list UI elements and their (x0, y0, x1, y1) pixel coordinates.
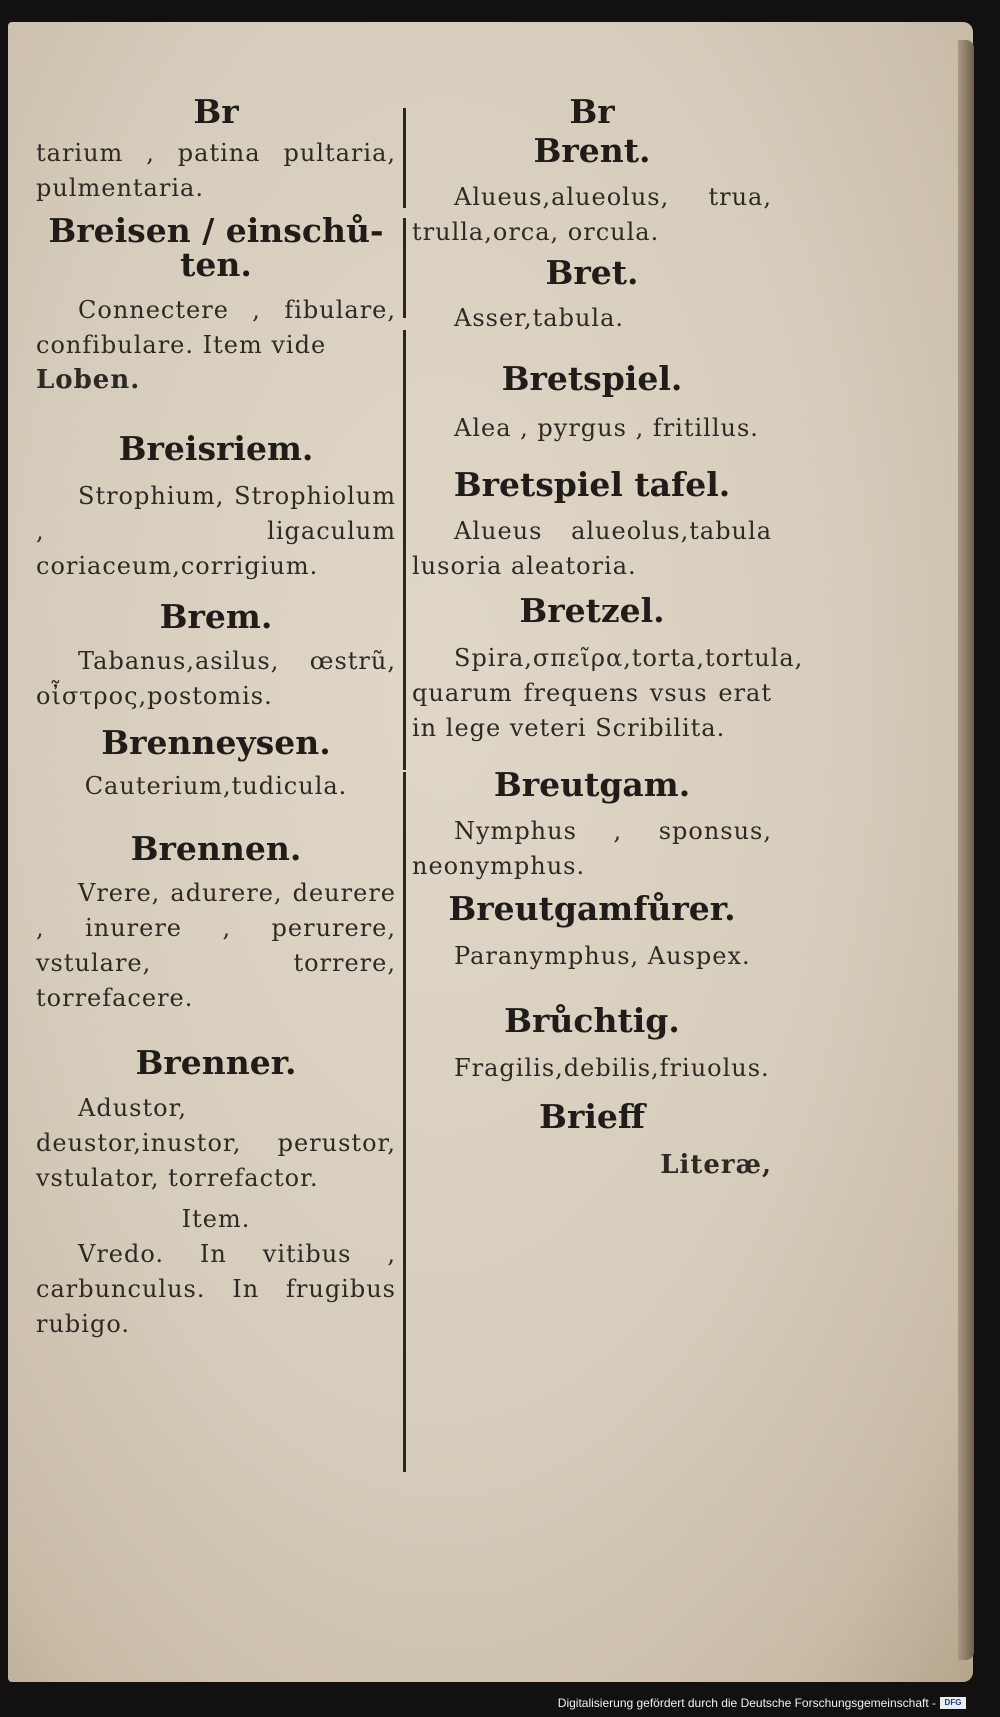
entry-headword: Brenneysen. (101, 723, 331, 763)
entry-text: Paranymphus, Auspex. (454, 942, 751, 971)
entry-text: Connectere , fibulare, confibulare. Item vide (36, 295, 396, 359)
entry-text: Alueus,alueolus, trua, trulla,orca, orcula. (412, 183, 772, 247)
running-head: Br (193, 92, 239, 131)
column-rule (403, 772, 406, 1472)
left-column (36, 92, 396, 1342)
entry-text: Vredo. In vitibus , carbunculus. In frugibus rubigo. (36, 1240, 396, 1339)
entry-headword: Brennen. (130, 828, 302, 868)
column-rule (403, 330, 406, 770)
catchword: Literæ, (660, 1150, 772, 1181)
page-edge (958, 40, 974, 1660)
entry-headword: Bret. (545, 253, 639, 293)
entry-text: Alea , pyrgus , fritillus. (454, 413, 759, 442)
dfg-logo-icon: DFG (940, 1697, 966, 1709)
entry-headword: Breisen / einschů- ten. (48, 210, 384, 285)
digitization-credit (558, 1694, 966, 1712)
entry-text: Strophium, Strophiolum , ligaculum coriaceum,corrigium. (36, 481, 396, 580)
entry-text: Fragilis,debilis,friuolus. (454, 1053, 770, 1082)
entry-text: Tabanus,asilus, œstrũ, οἶστρος,postomis. (36, 647, 396, 711)
column-rule (403, 218, 406, 318)
entry-text: Vrere, adurere, deurere , inurere , perurere, vstulare, torrere, torrefacere. (36, 879, 396, 1013)
entry-text: Adustor, deustor,inustor, perustor, vstulator, torrefactor. (36, 1094, 396, 1193)
running-head: Br (569, 92, 615, 131)
entry-headword: Breutgam. (493, 764, 691, 804)
entry-text: Item. (181, 1205, 251, 1234)
right-column (412, 92, 804, 1183)
cross-reference: Loben. (36, 364, 141, 395)
credit-text: Digitalisierung gefördert durch die Deutsche Forschungsgemeinschaft - (557, 1696, 936, 1710)
entry-headword: Brent. (533, 130, 651, 170)
entry-text: Nymphus , sponsus, neonymphus. (412, 817, 772, 881)
entry-headword: Bretspiel tafel. (453, 464, 731, 504)
entry-headword: Breisriem. (118, 428, 314, 468)
entry-text: Cauterium,tudicula. (84, 771, 348, 800)
entry-headword: Bretzel. (519, 591, 665, 631)
column-rule (403, 108, 406, 208)
entry-text: Asser,tabula. (454, 303, 625, 332)
entry-text: Alueus alueolus,tabula lusoria aleatoria. (412, 517, 772, 581)
entry-headword: Brenner. (135, 1043, 297, 1083)
entry-text: tarium , patina pultaria, pulmentaria. (36, 138, 396, 202)
entry-text: Spira,σπεῖρα,torta,tortula, quarum frequens vsus erat in lege veteri Scribilita. (412, 643, 804, 742)
entry-headword: Brem. (159, 596, 273, 636)
entry-headword: Brůchtig. (504, 1001, 680, 1041)
entry-headword: Brieff (539, 1096, 645, 1136)
entry-headword: Bretspiel. (501, 358, 683, 398)
entry-headword: Breutgamfůrer. (448, 889, 736, 929)
